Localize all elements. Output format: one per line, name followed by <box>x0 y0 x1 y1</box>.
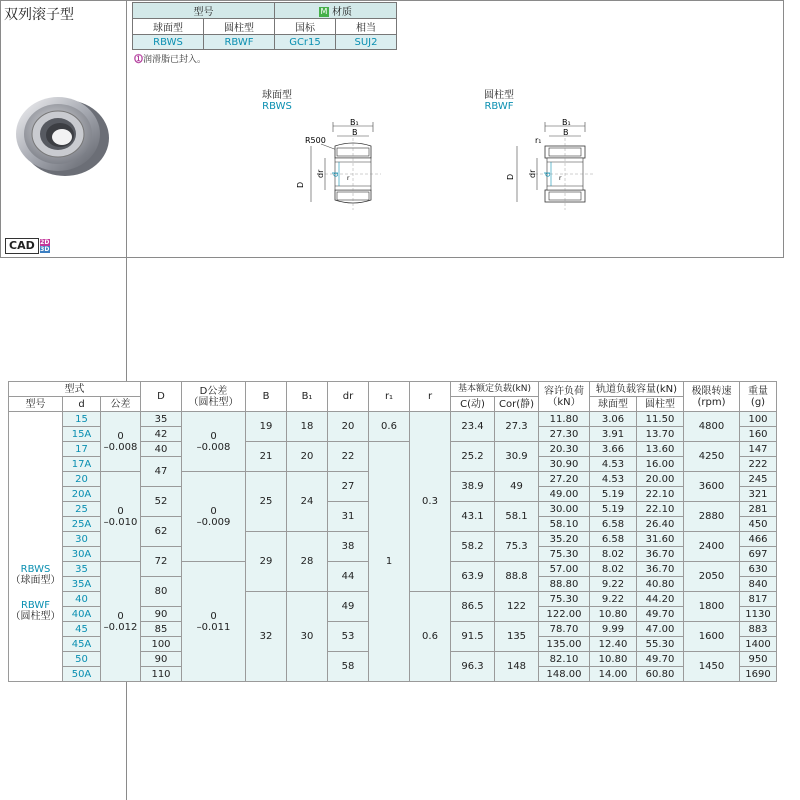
allow-cell: 30.00 <box>539 502 590 517</box>
drawing-right-label <box>484 86 514 112</box>
table-row-d[interactable]: 30A <box>63 547 101 562</box>
drawing-left-code: RBWS <box>262 101 292 112</box>
weight-cell: 697 <box>740 547 777 562</box>
header-dr: dr <box>328 382 369 412</box>
table-row-d[interactable]: 15 <box>63 412 101 427</box>
row-D: 110 <box>141 667 182 682</box>
drawing-spherical <box>285 118 385 236</box>
cad-label: CAD <box>5 238 39 254</box>
header-speed-label: 极限转速 <box>691 385 732 397</box>
B1-cell: 18 <box>287 412 328 442</box>
sph-cell: 5.19 <box>590 487 637 502</box>
Cor-cell: 148 <box>495 652 539 682</box>
drawing-left-title: 球面型 <box>262 90 292 101</box>
D-tol-3-zero: 0 <box>210 610 217 622</box>
drawing-right-title: 圆柱型 <box>484 90 514 101</box>
table-row-d[interactable]: 30 <box>63 532 101 547</box>
weight-cell: 883 <box>740 622 777 637</box>
table-row-d[interactable]: 50 <box>63 652 101 667</box>
sph-cell: 6.58 <box>590 532 637 547</box>
allow-cell: 49.00 <box>539 487 590 502</box>
weight-cell: 630 <box>740 562 777 577</box>
table-row-d[interactable]: 20 <box>63 472 101 487</box>
C-cell: 96.3 <box>451 652 495 682</box>
bearing-photo <box>10 86 114 186</box>
speed-cell: 2880 <box>684 502 740 532</box>
drawing-right-b1: B₁ <box>562 118 571 127</box>
C-cell: 86.5 <box>451 592 495 622</box>
r-cell: 0.6 <box>410 592 451 682</box>
sph-cell: 12.40 <box>590 637 637 652</box>
row-D: 90 <box>141 652 182 667</box>
header-weight <box>740 382 777 412</box>
row-D: 90 <box>141 607 182 622</box>
warning-icon: ⓵ <box>134 55 144 65</box>
D-tol-1-zero: 0 <box>210 430 217 442</box>
material-badge-icon: M <box>320 7 328 16</box>
speed-cell: 2050 <box>684 562 740 592</box>
d-tol-3-zero: 0 <box>117 610 124 622</box>
weight-cell: 450 <box>740 517 777 532</box>
cyl-cell: 47.00 <box>637 622 684 637</box>
C-cell: 91.5 <box>451 622 495 652</box>
speed-cell: 1450 <box>684 652 740 682</box>
header-basic-load: 基本额定负载(kN) <box>451 382 539 397</box>
drawing-right-d-small: d <box>543 171 552 177</box>
allow-cell: 58.10 <box>539 517 590 532</box>
D-tol-2-zero: 0 <box>210 505 217 517</box>
Cor-cell: 122 <box>495 592 539 622</box>
C-cell: 58.2 <box>451 532 495 562</box>
row-D: 40 <box>141 442 182 457</box>
sph-cell: 3.66 <box>590 442 637 457</box>
Cor-cell: 58.1 <box>495 502 539 532</box>
drawing-right-r: r <box>559 175 562 182</box>
cyl-cell: 16.00 <box>637 457 684 472</box>
B1-cell: 20 <box>287 442 328 472</box>
row-D: 85 <box>141 622 182 637</box>
row-D: 35 <box>141 412 182 427</box>
drawing-left-label <box>262 86 292 112</box>
header-D-tol <box>182 382 246 412</box>
dr-cell: 38 <box>328 532 369 562</box>
header-track-load: 轨道负载容量(kN) <box>590 382 684 397</box>
sph-cell: 14.00 <box>590 667 637 682</box>
cyl-cell: 22.10 <box>637 487 684 502</box>
cyl-cell: 36.70 <box>637 547 684 562</box>
Cor-cell: 30.9 <box>495 442 539 472</box>
sph-cell: 8.02 <box>590 562 637 577</box>
header-speed-unit: (rpm) <box>697 396 726 408</box>
weight-cell: 245 <box>740 472 777 487</box>
r1-cell: 0.6 <box>369 412 410 442</box>
speed-cell: 4800 <box>684 412 740 442</box>
value-gcr15: GCr15 <box>275 35 336 50</box>
drawing-right-dr: dr <box>528 169 537 178</box>
header-weight-label: 重量 <box>748 385 768 397</box>
table-row-d[interactable]: 20A <box>63 487 101 502</box>
material-header-label: 材质 <box>332 7 352 18</box>
model-selection-table <box>132 2 397 50</box>
speed-cell: 1800 <box>684 592 740 622</box>
cyl-cell: 40.80 <box>637 577 684 592</box>
table-row-d[interactable]: 25 <box>63 502 101 517</box>
B-cell: 32 <box>246 592 287 682</box>
value-suj2: SUJ2 <box>336 35 397 50</box>
header-weight-unit: (g) <box>750 396 766 408</box>
speed-cell: 3600 <box>684 472 740 502</box>
allow-cell: 88.80 <box>539 577 590 592</box>
Cor-cell: 88.8 <box>495 562 539 592</box>
B-cell: 21 <box>246 442 287 472</box>
cyl-cell: 44.20 <box>637 592 684 607</box>
dr-cell: 31 <box>328 502 369 532</box>
allow-cell: 75.30 <box>539 547 590 562</box>
d-tol-group-2 <box>101 472 141 562</box>
header-B: B <box>246 382 287 412</box>
col-national: 国标 <box>275 19 336 35</box>
drawing-cylindrical <box>505 118 605 236</box>
C-cell: 63.9 <box>451 562 495 592</box>
header-track-cyl: 圆柱型 <box>637 397 684 412</box>
header-tolerance: 公差 <box>101 397 141 412</box>
weight-cell: 281 <box>740 502 777 517</box>
drawing-left-r: r <box>347 175 350 182</box>
row-D-merged: 62 <box>141 517 182 547</box>
type-rbwf: RBWF <box>20 600 51 611</box>
cad-2d-label: 2D <box>40 239 50 246</box>
value-rbwf[interactable]: RBWF <box>204 35 275 50</box>
type-rbwf-sub: （圆柱型） <box>10 611 61 622</box>
dr-cell: 20 <box>328 412 369 442</box>
cyl-cell: 22.10 <box>637 502 684 517</box>
speed-cell: 2400 <box>684 532 740 562</box>
row-D: 42 <box>141 427 182 442</box>
cyl-cell: 31.60 <box>637 532 684 547</box>
d-tol-2-minus: –0.010 <box>103 516 138 528</box>
cyl-cell: 60.80 <box>637 667 684 682</box>
grease-note-text: 润滑脂已封入。 <box>143 55 207 65</box>
sph-cell: 6.58 <box>590 517 637 532</box>
cyl-cell: 13.60 <box>637 442 684 457</box>
sph-cell: 9.99 <box>590 622 637 637</box>
weight-cell: 1400 <box>740 637 777 652</box>
drawing-left-b1: B₁ <box>350 118 359 127</box>
col-spherical: 球面型 <box>133 19 204 35</box>
weight-cell: 100 <box>740 412 777 427</box>
allow-cell: 122.00 <box>539 607 590 622</box>
weight-cell: 1690 <box>740 667 777 682</box>
cyl-cell: 36.70 <box>637 562 684 577</box>
type-rbws: RBWS <box>20 564 51 575</box>
header-speed <box>684 382 740 412</box>
row-D-merged: 80 <box>141 577 182 607</box>
allow-cell: 11.80 <box>539 412 590 427</box>
D-tol-group-2 <box>182 472 246 562</box>
d-tol-3-minus: –0.012 <box>103 621 138 633</box>
value-rbws[interactable]: RBWS <box>133 35 204 50</box>
header-track-sph: 球面型 <box>590 397 637 412</box>
cyl-cell: 26.40 <box>637 517 684 532</box>
B-cell: 29 <box>246 532 287 592</box>
d-tol-group-1 <box>101 412 141 472</box>
allow-cell: 20.30 <box>539 442 590 457</box>
header-d: d <box>63 397 101 412</box>
header-B1: B₁ <box>287 382 328 412</box>
sph-cell: 4.53 <box>590 472 637 487</box>
D-tol-1-minus: –0.008 <box>196 441 231 453</box>
sph-cell: 8.02 <box>590 547 637 562</box>
allow-cell: 135.00 <box>539 637 590 652</box>
r-cell: 0.3 <box>410 412 451 592</box>
drawing-left-d-big: D <box>296 181 305 188</box>
table-row-d[interactable]: 15A <box>63 427 101 442</box>
table-row-d[interactable]: 25A <box>63 517 101 532</box>
C-cell: 43.1 <box>451 502 495 532</box>
material-header <box>275 3 397 19</box>
cad-badge[interactable] <box>5 238 50 254</box>
D-tol-3-minus: –0.011 <box>196 621 231 633</box>
col-cylindrical: 圆柱型 <box>204 19 275 35</box>
sph-cell: 10.80 <box>590 607 637 622</box>
table-row-d[interactable]: 50A <box>63 667 101 682</box>
cyl-cell: 11.50 <box>637 412 684 427</box>
row-D-merged: 52 <box>141 487 182 517</box>
sph-cell: 3.91 <box>590 427 637 442</box>
speed-cell: 1600 <box>684 622 740 652</box>
table-row-d[interactable]: 17A <box>63 457 101 472</box>
d-tol-1-zero: 0 <box>117 430 124 442</box>
allow-cell: 27.20 <box>539 472 590 487</box>
dr-cell: 22 <box>328 442 369 472</box>
table-row-d[interactable]: 35 <box>63 562 101 577</box>
C-cell: 23.4 <box>451 412 495 442</box>
product-panel <box>0 0 784 258</box>
header-r: r <box>410 382 451 412</box>
weight-cell: 840 <box>740 577 777 592</box>
drawing-left-d-small: d <box>331 171 340 177</box>
header-type: 型式 <box>9 382 141 397</box>
d-tol-2-zero: 0 <box>117 505 124 517</box>
sph-cell: 9.22 <box>590 577 637 592</box>
header-D: D <box>141 382 182 412</box>
Cor-cell: 49 <box>495 472 539 502</box>
r1-cell: 1 <box>369 442 410 682</box>
sph-cell: 9.22 <box>590 592 637 607</box>
weight-cell: 222 <box>740 457 777 472</box>
weight-cell: 466 <box>740 532 777 547</box>
weight-cell: 817 <box>740 592 777 607</box>
D-tol-2-minus: –0.009 <box>196 516 231 528</box>
product-title: 双列滚子型 <box>4 7 74 23</box>
dr-cell: 53 <box>328 622 369 652</box>
allow-cell: 57.00 <box>539 562 590 577</box>
dr-cell: 27 <box>328 472 369 502</box>
allow-cell: 82.10 <box>539 652 590 667</box>
allow-cell: 78.70 <box>539 622 590 637</box>
cyl-cell: 49.70 <box>637 607 684 622</box>
C-cell: 25.2 <box>451 442 495 472</box>
speed-cell: 4250 <box>684 442 740 472</box>
drawing-left-dr: dr <box>316 169 325 178</box>
C-cell: 38.9 <box>451 472 495 502</box>
row-D: 100 <box>141 637 182 652</box>
header-model: 型号 <box>9 397 63 412</box>
allow-cell: 35.20 <box>539 532 590 547</box>
Cor-cell: 75.3 <box>495 532 539 562</box>
D-tol-group-3 <box>182 562 246 682</box>
type-rbws-sub: （球面型） <box>10 575 61 586</box>
table-row-d[interactable]: 45A <box>63 637 101 652</box>
cad-3d-label: 3D <box>40 246 50 253</box>
dr-cell: 49 <box>328 592 369 622</box>
header-r1: r₁ <box>369 382 410 412</box>
allow-cell: 148.00 <box>539 667 590 682</box>
Cor-cell: 135 <box>495 622 539 652</box>
drawing-left-b: B <box>352 128 358 137</box>
grease-note <box>134 52 206 65</box>
sph-cell: 5.19 <box>590 502 637 517</box>
B-cell: 19 <box>246 412 287 442</box>
type-label-cell <box>9 412 63 682</box>
header-D-tol-label: D公差 <box>199 385 228 397</box>
d-tol-group-3 <box>101 562 141 682</box>
weight-cell: 1130 <box>740 607 777 622</box>
drawing-right-d-big: D <box>506 173 515 180</box>
B-cell: 25 <box>246 472 287 532</box>
B1-cell: 28 <box>287 532 328 592</box>
spec-table <box>8 381 777 682</box>
model-header: 型号 <box>133 3 275 19</box>
B1-cell: 24 <box>287 472 328 532</box>
cyl-cell: 55.30 <box>637 637 684 652</box>
cyl-cell: 49.70 <box>637 652 684 667</box>
Cor-cell: 27.3 <box>495 412 539 442</box>
header-cor-static: Cor(静) <box>495 397 539 412</box>
drawing-right-code: RBWF <box>484 101 514 112</box>
weight-cell: 950 <box>740 652 777 667</box>
allow-cell: 27.30 <box>539 427 590 442</box>
row-D-merged: 47 <box>141 457 182 487</box>
table-row-d[interactable]: 45 <box>63 622 101 637</box>
table-row-d[interactable]: 40 <box>63 592 101 607</box>
sph-cell: 4.53 <box>590 457 637 472</box>
header-allow <box>539 382 590 412</box>
d-tol-1-minus: –0.008 <box>103 441 138 453</box>
weight-cell: 321 <box>740 487 777 502</box>
sph-cell: 10.80 <box>590 652 637 667</box>
cyl-cell: 13.70 <box>637 427 684 442</box>
B1-cell: 30 <box>287 592 328 682</box>
row-D-merged: 72 <box>141 547 182 577</box>
weight-cell: 147 <box>740 442 777 457</box>
table-row-d[interactable]: 17 <box>63 442 101 457</box>
header-allow-label: 容许负荷 <box>544 385 584 397</box>
table-row-d[interactable]: 40A <box>63 607 101 622</box>
allow-cell: 75.30 <box>539 592 590 607</box>
allow-cell: 30.90 <box>539 457 590 472</box>
D-tol-group-1 <box>182 412 246 472</box>
dr-cell: 44 <box>328 562 369 592</box>
dr-cell: 58 <box>328 652 369 682</box>
header-c-dyn: C(动) <box>451 397 495 412</box>
table-row-d[interactable]: 35A <box>63 577 101 592</box>
drawing-right-b: B <box>563 128 569 137</box>
drawing-right-r1: r₁ <box>535 136 542 145</box>
cyl-cell: 20.00 <box>637 472 684 487</box>
drawing-left-r500: R500 <box>305 136 326 145</box>
col-equivalent: 相当 <box>336 19 397 35</box>
weight-cell: 160 <box>740 427 777 442</box>
header-D-tol-sub: （圆柱型） <box>188 396 239 408</box>
sph-cell: 3.06 <box>590 412 637 427</box>
header-allow-unit: （kN） <box>547 396 581 408</box>
